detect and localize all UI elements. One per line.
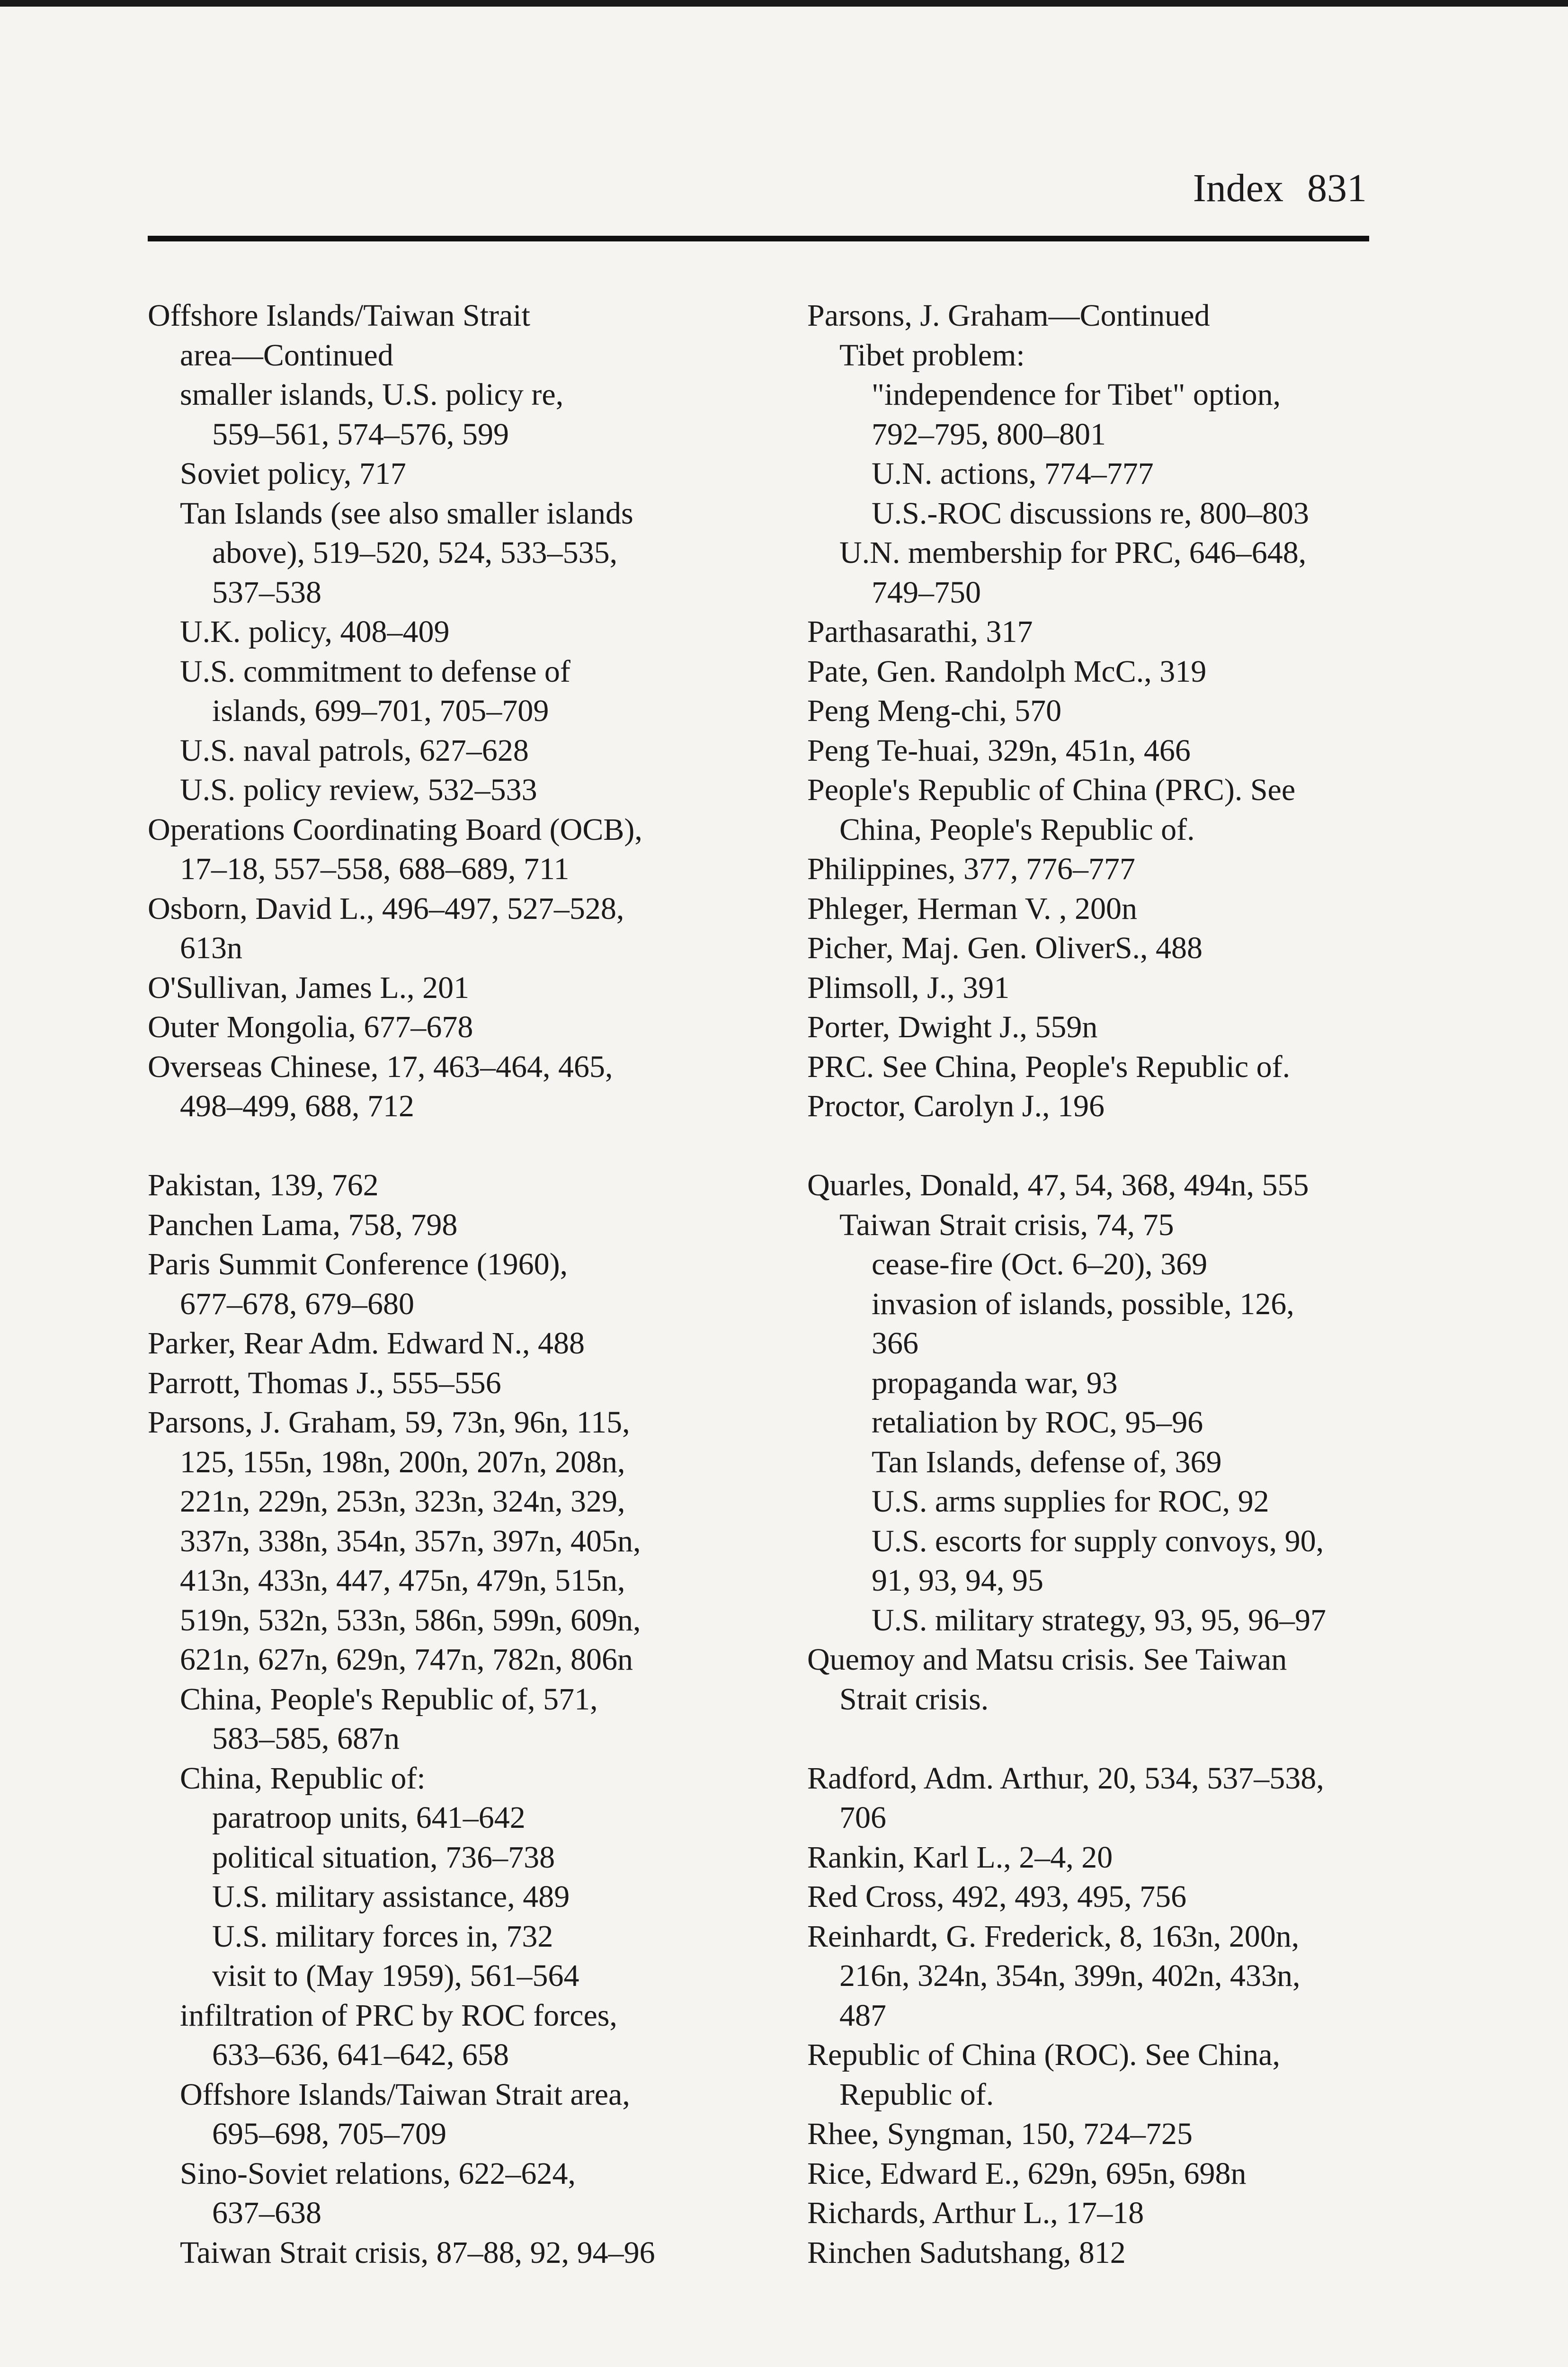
- index-entry: Quarles, Donald, 47, 54, 368, 494n, 555: [807, 1168, 1309, 1202]
- index-subentry: area—Continued: [180, 338, 393, 373]
- index-subentry: 221n, 229n, 253n, 323n, 324n, 329,: [180, 1484, 625, 1519]
- index-subentry: Strait crisis.: [839, 1682, 989, 1717]
- index-entry: Republic of China (ROC). See China,: [807, 2038, 1281, 2072]
- index-entry: Quemoy and Matsu crisis. See Taiwan: [807, 1642, 1287, 1677]
- index-subentry: cease-fire (Oct. 6–20), 369: [872, 1247, 1208, 1281]
- index-entry: Overseas Chinese, 17, 463–464, 465,: [148, 1049, 613, 1084]
- index-subentry: invasion of islands, possible, 126,: [872, 1286, 1294, 1321]
- index-subentry: paratroop units, 641–642: [212, 1800, 526, 1835]
- index-subentry: 749–750: [872, 575, 981, 610]
- index-subentry: 583–585, 687n: [212, 1721, 400, 1756]
- index-entry: Rice, Edward E., 629n, 695n, 698n: [807, 2156, 1247, 2191]
- index-subentry: 413n, 433n, 447, 475n, 479n, 515n,: [180, 1563, 625, 1598]
- page-number: 831: [1307, 166, 1367, 210]
- index-subentry: Tan Islands (see also smaller islands: [180, 496, 633, 531]
- index-entry: Phleger, Herman V. , 200n: [807, 891, 1137, 926]
- index-subentry: Republic of.: [839, 2077, 994, 2112]
- index-subentry: U.S. escorts for supply convoys, 90,: [872, 1523, 1324, 1558]
- index-subentry: Tibet problem:: [839, 338, 1025, 373]
- index-entry: Richards, Arthur L., 17–18: [807, 2196, 1144, 2230]
- index-entry: Plimsoll, J., 391: [807, 970, 1010, 1005]
- index-entry: Offshore Islands/Taiwan Strait: [148, 298, 530, 333]
- index-subentry: Taiwan Strait crisis, 87–88, 92, 94–96: [180, 2235, 655, 2270]
- index-subentry: U.S. military forces in, 732: [212, 1919, 553, 1954]
- index-subentry: China, Republic of:: [180, 1761, 426, 1796]
- index-subentry: Sino-Soviet relations, 622–624,: [180, 2156, 576, 2191]
- header-rule: [148, 236, 1369, 241]
- index-entry: Pate, Gen. Randolph McC., 319: [807, 654, 1207, 689]
- index-subentry: visit to (May 1959), 561–564: [212, 1958, 579, 1993]
- index-subentry: U.S. military assistance, 489: [212, 1879, 570, 1914]
- index-subentry: 519n, 532n, 533n, 586n, 599n, 609n,: [180, 1602, 641, 1637]
- index-subentry: U.S. arms supplies for ROC, 92: [872, 1484, 1269, 1519]
- index-subentry: 792–795, 800–801: [872, 417, 1106, 452]
- index-subentry: above), 519–520, 524, 533–535,: [212, 535, 618, 570]
- index-subentry: 487: [839, 1998, 886, 2033]
- index-entry: Parker, Rear Adm. Edward N., 488: [148, 1326, 585, 1361]
- index-subentry: 621n, 627n, 629n, 747n, 782n, 806n: [180, 1642, 633, 1677]
- index-entry: Peng Meng-chi, 570: [807, 694, 1062, 728]
- index-subentry: 91, 93, 94, 95: [872, 1563, 1043, 1598]
- letter-group-gap: [807, 1126, 1423, 1166]
- index-subentry: U.K. policy, 408–409: [180, 614, 450, 649]
- header-title: Index: [1193, 166, 1283, 210]
- index-subentry: China, People's Republic of.: [839, 812, 1195, 847]
- index-entry: Philippines, 377, 776–777: [807, 852, 1136, 886]
- index-entry: Radford, Adm. Arthur, 20, 534, 537–538,: [807, 1761, 1324, 1796]
- index-entry: Reinhardt, G. Frederick, 8, 163n, 200n,: [807, 1919, 1300, 1954]
- index-subentry: 17–18, 557–558, 688–689, 711: [180, 852, 570, 886]
- index-entry: O'Sullivan, James L., 201: [148, 970, 470, 1005]
- index-subentry: U.N. membership for PRC, 646–648,: [839, 535, 1307, 570]
- letter-group-gap: [148, 1126, 763, 1166]
- page-top-edge: [0, 0, 1568, 7]
- index-entry: Pakistan, 139, 762: [148, 1168, 379, 1202]
- index-entry: People's Republic of China (PRC). See: [807, 773, 1296, 807]
- index-subentry: U.N. actions, 774–777: [872, 456, 1154, 491]
- index-entry: PRC. See China, People's Republic of.: [807, 1049, 1291, 1084]
- index-entry: Operations Coordinating Board (OCB),: [148, 812, 642, 847]
- index-entry: Panchen Lama, 758, 798: [148, 1207, 458, 1242]
- index-entry: Parsons, J. Graham—Continued: [807, 298, 1210, 333]
- index-subentry: Tan Islands, defense of, 369: [872, 1444, 1222, 1479]
- index-entry: Peng Te-huai, 329n, 451n, 466: [807, 733, 1191, 768]
- index-subentry: Soviet policy, 717: [180, 456, 406, 491]
- index-subentry: U.S. military strategy, 93, 95, 96–97: [872, 1602, 1326, 1637]
- index-subentry: "independence for Tibet" option,: [872, 377, 1281, 412]
- letter-group-gap: [807, 1719, 1423, 1759]
- index-subentry: 337n, 338n, 354n, 357n, 397n, 405n,: [180, 1523, 641, 1558]
- index-column-right: [807, 296, 1423, 2272]
- index-subentry: U.S. policy review, 532–533: [180, 773, 537, 807]
- index-subentry: 216n, 324n, 354n, 399n, 402n, 433n,: [839, 1958, 1301, 1993]
- index-entry: Outer Mongolia, 677–678: [148, 1010, 473, 1044]
- index-subentry: retaliation by ROC, 95–96: [872, 1405, 1203, 1440]
- index-entry: Rinchen Sadutshang, 812: [807, 2235, 1126, 2270]
- index-subentry: 613n: [180, 931, 242, 965]
- index-entry: Osborn, David L., 496–497, 527–528,: [148, 891, 624, 926]
- index-subentry: 695–698, 705–709: [212, 2117, 446, 2151]
- index-subentry: U.S. naval patrols, 627–628: [180, 733, 529, 768]
- index-subentry: 498–499, 688, 712: [180, 1089, 414, 1123]
- index-subentry: Taiwan Strait crisis, 74, 75: [839, 1207, 1174, 1242]
- index-subentry: 559–561, 574–576, 599: [212, 417, 509, 452]
- index-subentry: political situation, 736–738: [212, 1840, 555, 1875]
- index-subentry: infiltration of PRC by ROC forces,: [180, 1998, 617, 2033]
- index-subentry: propaganda war, 93: [872, 1365, 1118, 1400]
- index-entry: Picher, Maj. Gen. OliverS., 488: [807, 931, 1203, 965]
- index-subentry: smaller islands, U.S. policy re,: [180, 377, 564, 412]
- index-entry: Paris Summit Conference (1960),: [148, 1247, 568, 1281]
- index-column-left: [148, 296, 763, 2272]
- index-entry: Rankin, Karl L., 2–4, 20: [807, 1840, 1113, 1875]
- index-entry: Parsons, J. Graham, 59, 73n, 96n, 115,: [148, 1405, 630, 1440]
- index-subentry: 366: [872, 1326, 918, 1361]
- index-subentry: U.S.-ROC discussions re, 800–803: [872, 496, 1310, 531]
- index-subentry: Offshore Islands/Taiwan Strait area,: [180, 2077, 630, 2112]
- index-subentry: 637–638: [212, 2196, 321, 2230]
- index-entry: Porter, Dwight J., 559n: [807, 1010, 1098, 1044]
- index-entry: Proctor, Carolyn J., 196: [807, 1089, 1105, 1123]
- index-subentry: 125, 155n, 198n, 200n, 207n, 208n,: [180, 1444, 625, 1479]
- index-subentry: 677–678, 679–680: [180, 1286, 414, 1321]
- index-subentry: China, People's Republic of, 571,: [180, 1682, 598, 1717]
- index-subentry: islands, 699–701, 705–709: [212, 694, 549, 728]
- index-subentry: 706: [839, 1800, 886, 1835]
- index-entry: Red Cross, 492, 493, 495, 756: [807, 1879, 1187, 1914]
- index-subentry: 537–538: [212, 575, 321, 610]
- index-entry: Parthasarathi, 317: [807, 614, 1033, 649]
- index-entry: Parrott, Thomas J., 555–556: [148, 1365, 501, 1400]
- index-subentry: U.S. commitment to defense of: [180, 654, 570, 689]
- index-subentry: 633–636, 641–642, 658: [212, 2038, 509, 2072]
- running-header: [1193, 165, 1367, 212]
- index-entry: Rhee, Syngman, 150, 724–725: [807, 2117, 1193, 2151]
